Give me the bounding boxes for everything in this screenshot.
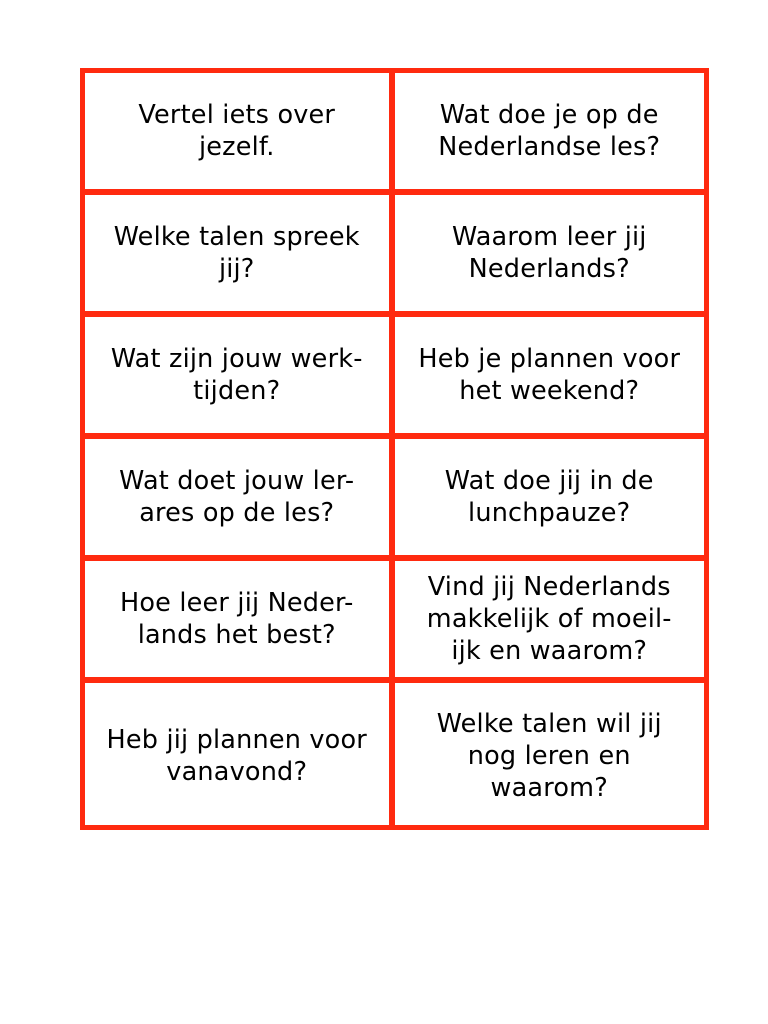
question-text: Welke talen wil jij nog leren en waarom? xyxy=(436,708,662,803)
question-card xyxy=(395,439,705,561)
question-card xyxy=(85,439,395,561)
question-text: Welke talen spreek jij? xyxy=(113,222,360,284)
question-card xyxy=(85,561,395,683)
question-text: Wat doet jouw ler- ares op de les? xyxy=(119,466,355,528)
question-text: Vind jij Nederlands makkelijk of moeil- ijk en waarom? xyxy=(426,572,672,666)
question-card-grid xyxy=(80,68,709,830)
question-card xyxy=(85,195,395,317)
question-card xyxy=(395,561,705,683)
question-card xyxy=(395,73,705,195)
question-card xyxy=(85,683,395,828)
question-card xyxy=(85,317,395,439)
question-text: Vertel iets over jezelf. xyxy=(138,100,336,162)
question-text: Wat doe je op de Nederlandse les? xyxy=(438,100,661,162)
question-text: Wat zijn jouw werk- tijden? xyxy=(110,344,363,406)
question-card xyxy=(395,195,705,317)
question-card xyxy=(85,73,395,195)
question-text: Heb jij plannen voor vanavond? xyxy=(106,724,367,787)
question-text: Heb je plannen voor het weekend? xyxy=(418,344,681,406)
question-card xyxy=(395,683,705,828)
question-text: Hoe leer jij Neder- lands het best? xyxy=(120,588,354,650)
question-card xyxy=(395,317,705,439)
question-text: Wat doe jij in de lunchpauze? xyxy=(444,466,654,528)
question-text: Waarom leer jij Nederlands? xyxy=(451,222,647,284)
